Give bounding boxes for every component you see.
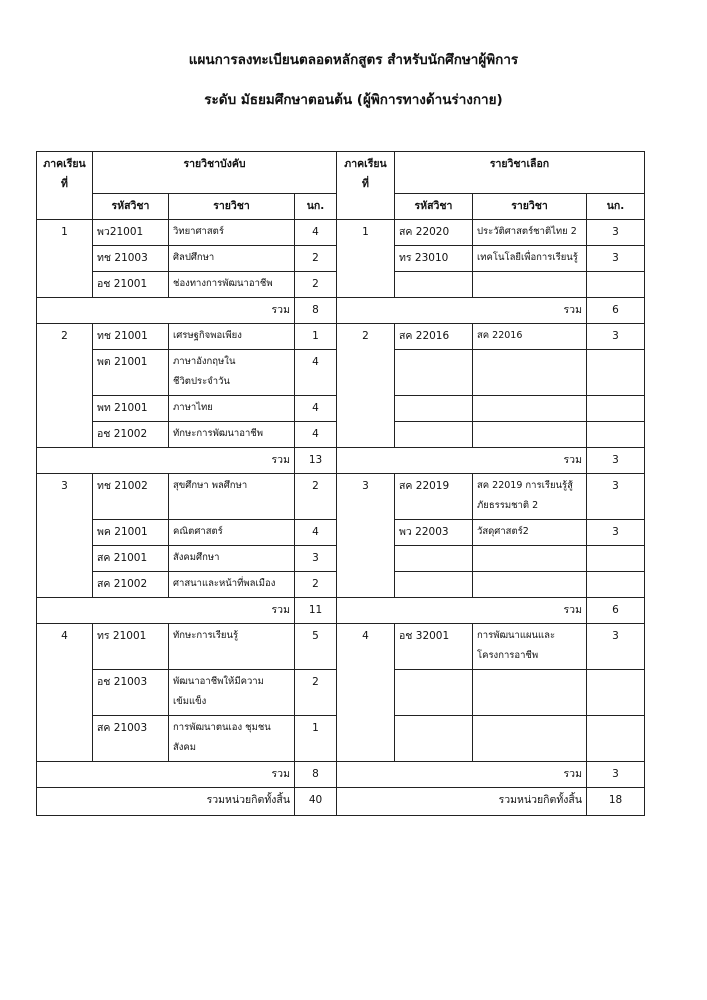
empty-cell: [395, 546, 473, 572]
semester-number-elective: 1: [337, 220, 395, 298]
required-credits: 2: [295, 670, 337, 716]
header-semester-elective: ภาคเรียนที่: [337, 152, 395, 220]
empty-cell: [587, 272, 645, 298]
required-credits: 3: [295, 546, 337, 572]
elective-subject: การพัฒนาแผนและ โครงการอาชีพ: [473, 624, 587, 670]
required-credits: 2: [295, 246, 337, 272]
required-subject: ศิลปศึกษา: [169, 246, 295, 272]
empty-cell: [587, 350, 645, 396]
elective-total-label: รวม: [337, 598, 587, 624]
required-credits: 1: [295, 324, 337, 350]
empty-cell: [395, 670, 473, 716]
required-subject: ศาสนาและหน้าที่พลเมือง: [169, 572, 295, 598]
required-credits: 2: [295, 572, 337, 598]
empty-cell: [395, 350, 473, 396]
empty-cell: [473, 546, 587, 572]
required-credits: 1: [295, 716, 337, 762]
required-total: 8: [295, 762, 337, 788]
elective-credits: 3: [587, 246, 645, 272]
required-subject: พัฒนาอาชีพให้มีความ เข้มแข็ง: [169, 670, 295, 716]
required-subject: คณิตศาสตร์: [169, 520, 295, 546]
required-total-label: รวม: [37, 598, 295, 624]
empty-cell: [395, 396, 473, 422]
empty-cell: [395, 272, 473, 298]
header-required: รายวิชาบังคับ: [93, 152, 337, 194]
semester-number: 3: [37, 474, 93, 598]
elective-subject: เทคโนโลยีเพื่อการเรียนรู้: [473, 246, 587, 272]
elective-credits: 3: [587, 520, 645, 546]
empty-cell: [473, 572, 587, 598]
header-code: รหัสวิชา: [93, 194, 169, 220]
required-code: สค 21001: [93, 546, 169, 572]
empty-cell: [587, 546, 645, 572]
required-code: ทช 21003: [93, 246, 169, 272]
elective-subject: วัสดุศาสตร์2: [473, 520, 587, 546]
semester-number: 4: [37, 624, 93, 762]
required-subject: สังคมศึกษา: [169, 546, 295, 572]
required-total-label: รวม: [37, 762, 295, 788]
elective-grand-total: 18: [587, 788, 645, 816]
empty-cell: [473, 716, 587, 762]
elective-subject: สค 22016: [473, 324, 587, 350]
subtotal-row: [37, 448, 645, 474]
elective-credits: 3: [587, 624, 645, 670]
semester-number-elective: 3: [337, 474, 395, 598]
required-code: ทช 21001: [93, 324, 169, 350]
required-subject: ทักษะการเรียนรู้: [169, 624, 295, 670]
required-code: พว21001: [93, 220, 169, 246]
required-code: อช 21002: [93, 422, 169, 448]
required-credits: 4: [295, 350, 337, 396]
elective-code: สค 22016: [395, 324, 473, 350]
table-row: [37, 220, 645, 246]
header-credits: นก.: [587, 194, 645, 220]
empty-cell: [587, 396, 645, 422]
elective-code: สค 22019: [395, 474, 473, 520]
elective-subject: สค 22019 การเรียนรู้สู้ ภัยธรรมชาติ 2: [473, 474, 587, 520]
required-subject: ภาษาไทย: [169, 396, 295, 422]
page-subtitle: ระดับ มัธยมศึกษาตอนต้น (ผู้พิการทางด้านร่างกาย): [204, 92, 503, 108]
table-row: [37, 624, 645, 670]
required-code: พท 21001: [93, 396, 169, 422]
required-total: 8: [295, 298, 337, 324]
header-row: [37, 152, 645, 194]
required-subject: วิทยาศาสตร์: [169, 220, 295, 246]
empty-cell: [473, 422, 587, 448]
header-subject: รายวิชา: [473, 194, 587, 220]
elective-code: ทร 23010: [395, 246, 473, 272]
required-credits: 2: [295, 272, 337, 298]
header-subject: รายวิชา: [169, 194, 295, 220]
elective-code: พว 22003: [395, 520, 473, 546]
elective-credits: 3: [587, 474, 645, 520]
required-credits: 2: [295, 474, 337, 520]
required-code: อช 21003: [93, 670, 169, 716]
semester-number: 1: [37, 220, 93, 298]
required-code: สค 21003: [93, 716, 169, 762]
required-grand-total: 40: [295, 788, 337, 816]
elective-code: อช 32001: [395, 624, 473, 670]
required-total-label: รวม: [37, 448, 295, 474]
empty-cell: [395, 716, 473, 762]
required-code: อช 21001: [93, 272, 169, 298]
empty-cell: [587, 422, 645, 448]
semester-number: 2: [37, 324, 93, 448]
semester-number-elective: 4: [337, 624, 395, 762]
empty-cell: [473, 272, 587, 298]
empty-cell: [473, 350, 587, 396]
elective-total: 6: [587, 598, 645, 624]
required-credits: 4: [295, 220, 337, 246]
elective-credits: 3: [587, 324, 645, 350]
empty-cell: [395, 572, 473, 598]
elective-total: 3: [587, 448, 645, 474]
elective-credits: 3: [587, 220, 645, 246]
empty-cell: [395, 422, 473, 448]
elective-total: 6: [587, 298, 645, 324]
required-subject: ช่องทางการพัฒนาอาชีพ: [169, 272, 295, 298]
grand-total-row: [37, 788, 645, 816]
required-subject: เศรษฐกิจพอเพียง: [169, 324, 295, 350]
elective-total-label: รวม: [337, 762, 587, 788]
required-code: พต 21001: [93, 350, 169, 396]
required-credits: 4: [295, 520, 337, 546]
required-credits: 4: [295, 422, 337, 448]
elective-total: 3: [587, 762, 645, 788]
required-subject: ทักษะการพัฒนาอาชีพ: [169, 422, 295, 448]
elective-code: สค 22020: [395, 220, 473, 246]
required-code: ทร 21001: [93, 624, 169, 670]
header-code: รหัสวิชา: [395, 194, 473, 220]
subtotal-row: [37, 598, 645, 624]
empty-cell: [473, 670, 587, 716]
empty-cell: [473, 396, 587, 422]
required-subject: สุขศึกษา พลศึกษา: [169, 474, 295, 520]
subtotal-row: [37, 298, 645, 324]
required-subject: การพัฒนาตนเอง ชุมชน สังคม: [169, 716, 295, 762]
required-total: 13: [295, 448, 337, 474]
header-credits: นก.: [295, 194, 337, 220]
required-total: 11: [295, 598, 337, 624]
subtotal-row: [37, 762, 645, 788]
table-row: [37, 324, 645, 350]
semester-number-elective: 2: [337, 324, 395, 448]
required-credits: 4: [295, 396, 337, 422]
elective-total-label: รวม: [337, 448, 587, 474]
header-elective: รายวิชาเลือก: [395, 152, 645, 194]
required-subject: ภาษาอังกฤษใน ชีวิตประจำวัน: [169, 350, 295, 396]
empty-cell: [587, 670, 645, 716]
empty-cell: [587, 716, 645, 762]
required-credits: 5: [295, 624, 337, 670]
required-total-label: รวม: [37, 298, 295, 324]
header-semester: ภาคเรียนที่: [37, 152, 93, 220]
required-grand-total-label: รวมหน่วยกิตทั้งสิ้น: [37, 788, 295, 816]
elective-total-label: รวม: [337, 298, 587, 324]
elective-grand-total-label: รวมหน่วยกิตทั้งสิ้น: [337, 788, 587, 816]
empty-cell: [587, 572, 645, 598]
registration-plan-table: [36, 151, 645, 816]
table-row: [37, 474, 645, 520]
page-title: แผนการลงทะเบียนตลอดหลักสูตร สำหรับนักศึกษาผู้พิการ: [188, 52, 519, 68]
elective-subject: ประวัติศาสตร์ชาติไทย 2: [473, 220, 587, 246]
required-code: สค 21002: [93, 572, 169, 598]
required-code: พค 21001: [93, 520, 169, 546]
required-code: ทช 21002: [93, 474, 169, 520]
